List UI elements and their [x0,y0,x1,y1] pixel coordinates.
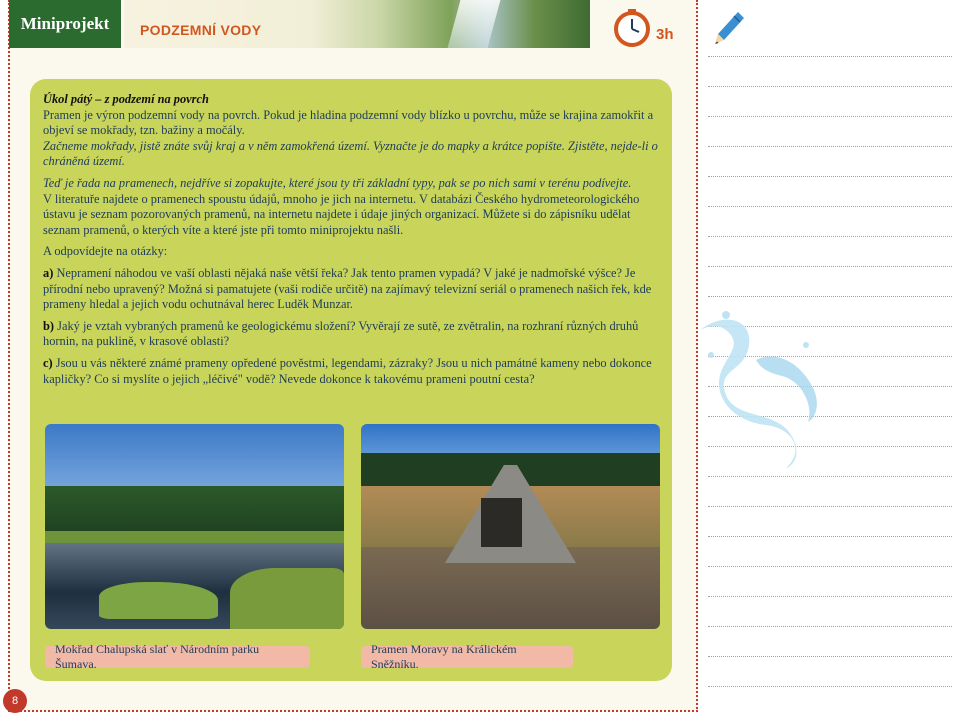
note-line [708,206,952,207]
questions-intro: A odpovídejte na otázky: [43,244,168,259]
task-paragraph-1: Pramen je výron podzemní vody na povrch. Pokud je hladina podzemní vody blízko u povrchu, může se krajina zamokřit a objeví se mokřady, tzn. bažiny a močály. [43,107,654,138]
page-number: 8 [3,689,27,713]
task-paragraph-3: Teď je řada na pramenech, nejdříve si zopakujte, které jsou ty tři základní typy, pak se po nich sami v terénu podívejte. [43,175,632,190]
task-title: Úkol pátý – z podzemí na povrch [43,92,209,106]
note-line [708,296,952,297]
note-line [708,506,952,507]
photo-grate-door [481,498,523,547]
question-a [43,266,668,313]
question-text: Nepramení náhodou ve vaší oblasti nějaká naše větší řeka? Jak tento pramen vypadá? V jaké je nadmořské výšce? Je přírodní nebo upravený? Možná si pamatujete (vaši rodiče určitě) na zajímavý televizní seriál o pramenech našich řek, kde prameny hledal a jejich vodu ochutnával herec Luděk Munzar. [43,265,652,312]
note-line [708,56,952,57]
task-text [43,92,668,393]
photo-caption-2: Pramen Moravy na Králickém Sněžníku. [361,646,573,668]
question-text: Jaký je vztah vybraných pramenů ke geologickému složení? Vyvěrají ze sutě, ze zvětralin, na rozhraní různých druhů hornin, na puklině, v krasové oblasti? [43,318,639,349]
note-line [708,686,952,687]
duration-label: 3h [656,26,674,43]
photo-grass-bank [230,568,344,630]
note-line [708,476,952,477]
photo-shore [45,531,344,543]
task-paragraph-4: V literatuře najdete o pramenech spoustu údajů, mnoho je jich na internetu. V databázi Českého hydrometeorologického ústavu je seznam pozorovaných pramenů, na internetu najdete i údaje jiných organizací. Můžete si do zápisníku udělat seznam pramenů, o kterých víte a které jste při tomto miniprojektu našli. [43,191,640,237]
question-label: a) [43,265,54,280]
note-line [708,266,952,267]
page-border-left [8,0,10,712]
section-label-box [9,0,121,48]
pencil-icon [712,10,746,50]
wetland-photo [45,424,344,629]
note-line [708,626,952,627]
question-b [43,319,668,350]
note-line [708,656,952,657]
spring-photo [361,424,660,629]
page-border-bottom [8,710,698,712]
question-c [43,356,668,387]
photo-caption-1: Mokřad Chalupská slať v Národním parku Šumava. [45,646,310,668]
question-label: b) [43,318,55,333]
note-line [708,86,952,87]
question-text: Jsou u vás některé známé prameny opředené pověstmi, legendami, zázraky? Jsou u nich památné kameny nebo dokonce kapličky? Co si myslíte o jejich „léčivé" vodě? Nevede dokonce k takovému prameni poutní cesta? [43,355,652,386]
note-line [708,596,952,597]
note-line [708,566,952,567]
clock-icon [613,9,651,47]
waterfall-decoration [448,0,501,48]
question-label: c) [43,355,53,370]
note-line [708,146,952,147]
page-title: PODZEMNÍ VODY [140,22,262,38]
photo-grass-island [99,582,219,619]
water-splash-icon [696,300,836,470]
note-line [708,116,952,117]
note-line [708,536,952,537]
task-paragraph-2: Začneme mokřady, jistě znáte svůj kraj a v něm zamokřená území. Vyznačte je do mapky a krátce popište. Zjistěte, nejde-li o chráněná území. [43,138,658,169]
section-label: Miniprojekt [20,14,110,33]
note-line [708,176,952,177]
note-line [708,236,952,237]
